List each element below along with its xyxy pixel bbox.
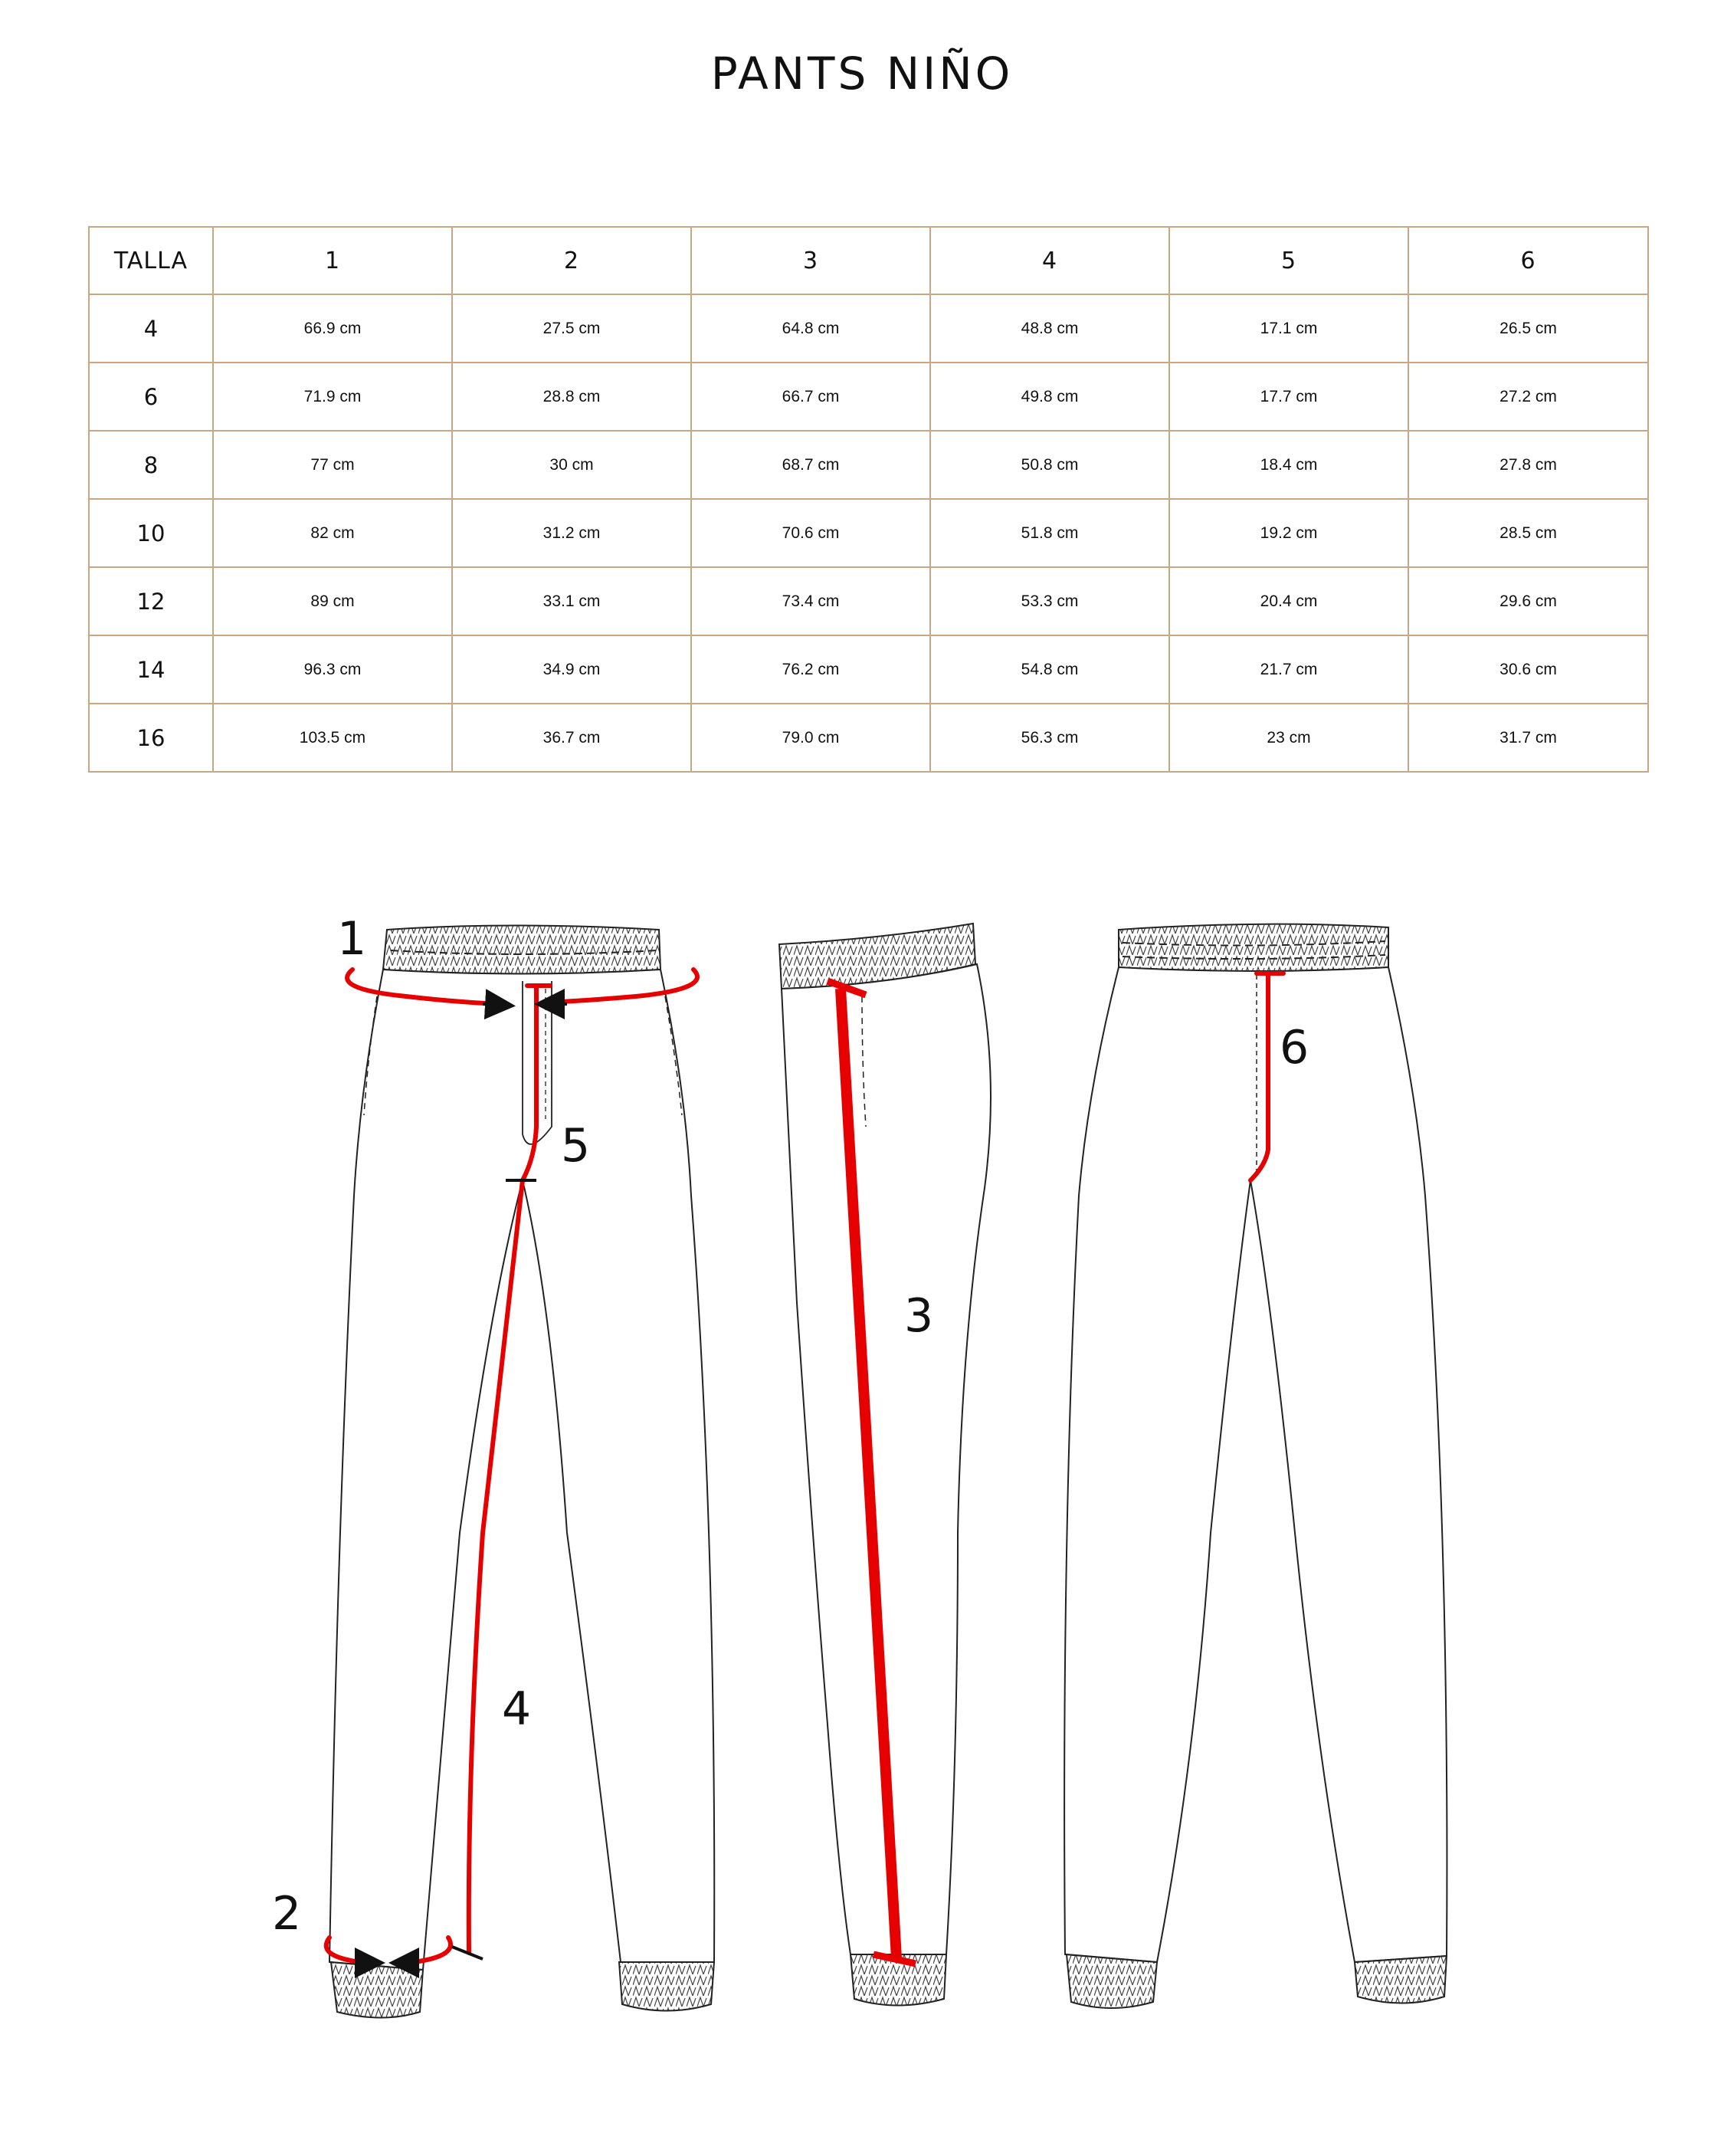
back-right-cuff — [1355, 1956, 1447, 2003]
value-cell: 82 cm — [213, 499, 452, 567]
value-cell: 31.2 cm — [452, 499, 691, 567]
label-4: 4 — [502, 1682, 532, 1736]
size-cell: 8 — [89, 431, 213, 499]
value-cell: 53.3 cm — [930, 567, 1169, 635]
size-cell: 6 — [89, 363, 213, 431]
value-cell: 64.8 cm — [691, 294, 930, 363]
value-cell: 26.5 cm — [1408, 294, 1648, 363]
value-cell: 76.2 cm — [691, 635, 930, 704]
value-cell: 17.7 cm — [1169, 363, 1408, 431]
value-cell: 70.6 cm — [691, 499, 930, 567]
value-cell: 30 cm — [452, 431, 691, 499]
label-3: 3 — [904, 1289, 934, 1343]
value-cell: 66.7 cm — [691, 363, 930, 431]
header-measure-5: 5 — [1169, 227, 1408, 294]
value-cell: 31.7 cm — [1408, 704, 1648, 772]
value-cell: 36.7 cm — [452, 704, 691, 772]
value-cell: 19.2 cm — [1169, 499, 1408, 567]
header-measure-3: 3 — [691, 227, 930, 294]
value-cell: 23 cm — [1169, 704, 1408, 772]
label-6: 6 — [1280, 1021, 1309, 1075]
value-cell: 51.8 cm — [930, 499, 1169, 567]
value-cell: 27.5 cm — [452, 294, 691, 363]
value-cell: 27.2 cm — [1408, 363, 1648, 431]
header-measure-4: 4 — [930, 227, 1169, 294]
value-cell: 54.8 cm — [930, 635, 1169, 704]
label-2: 2 — [272, 1887, 302, 1941]
value-cell: 89 cm — [213, 567, 452, 635]
header-measure-6: 6 — [1408, 227, 1648, 294]
back-view-pants — [1064, 924, 1447, 2008]
size-cell: 16 — [89, 704, 213, 772]
value-cell: 49.8 cm — [930, 363, 1169, 431]
value-cell: 18.4 cm — [1169, 431, 1408, 499]
value-cell: 68.7 cm — [691, 431, 930, 499]
size-cell: 14 — [89, 635, 213, 704]
value-cell: 17.1 cm — [1169, 294, 1408, 363]
value-cell: 21.7 cm — [1169, 635, 1408, 704]
header-measure-1: 1 — [213, 227, 452, 294]
value-cell: 96.3 cm — [213, 635, 452, 704]
front-waistband — [383, 926, 660, 974]
page-title: PANTS NIÑO — [710, 48, 1014, 100]
value-cell: 71.9 cm — [213, 363, 452, 431]
back-waistband — [1119, 924, 1388, 971]
value-cell: 66.9 cm — [213, 294, 452, 363]
value-cell: 73.4 cm — [691, 567, 930, 635]
value-cell: 30.6 cm — [1408, 635, 1648, 704]
back-left-cuff — [1067, 1954, 1157, 2008]
value-cell: 103.5 cm — [213, 704, 452, 772]
value-cell: 56.3 cm — [930, 704, 1169, 772]
size-cell: 12 — [89, 567, 213, 635]
front-view-pants — [329, 926, 714, 2018]
value-cell: 77 cm — [213, 431, 452, 499]
value-cell: 27.8 cm — [1408, 431, 1648, 499]
front-left-cuff — [331, 1962, 423, 2018]
header-measure-2: 2 — [452, 227, 691, 294]
size-cell: 10 — [89, 499, 213, 567]
value-cell: 29.6 cm — [1408, 567, 1648, 635]
value-cell: 79.0 cm — [691, 704, 930, 772]
value-cell: 33.1 cm — [452, 567, 691, 635]
front-right-cuff — [619, 1962, 714, 2011]
size-cell: 4 — [89, 294, 213, 363]
value-cell: 50.8 cm — [930, 431, 1169, 499]
value-cell: 28.8 cm — [452, 363, 691, 431]
label-5: 5 — [561, 1119, 591, 1173]
header-talla: TALLA — [89, 227, 213, 294]
value-cell: 48.8 cm — [930, 294, 1169, 363]
label-1: 1 — [337, 912, 367, 966]
value-cell: 28.5 cm — [1408, 499, 1648, 567]
value-cell: 20.4 cm — [1169, 567, 1408, 635]
back-pants-outline — [1064, 967, 1447, 1962]
value-cell: 34.9 cm — [452, 635, 691, 704]
